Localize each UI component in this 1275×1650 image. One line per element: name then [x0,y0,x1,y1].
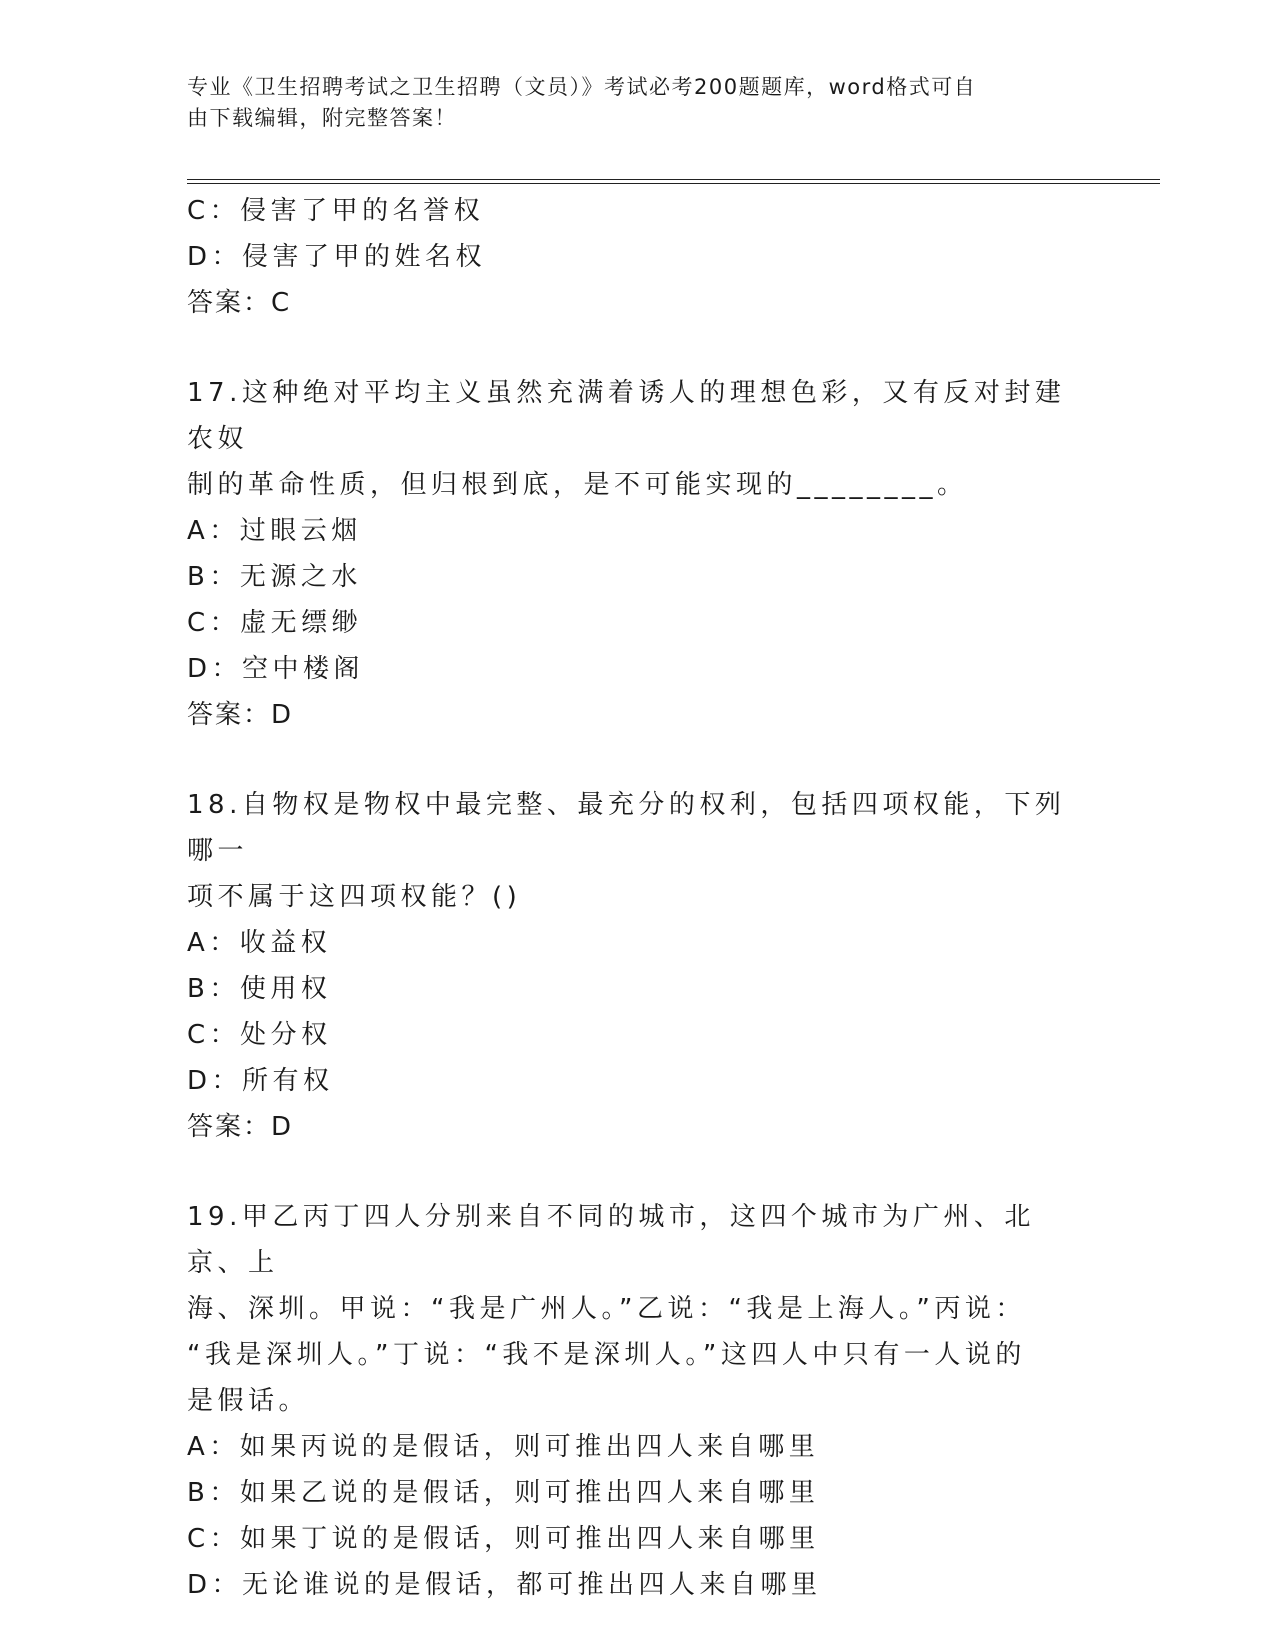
question-line: 17.这种绝对平均主义虽然充满着诱人的理想色彩，又有反对封建农奴 [187,378,1066,454]
option-d: D：无论谁说的是假话，都可推出四人来自哪里 [187,1570,822,1600]
option-c: C：侵害了甲的名誉权 [187,196,485,226]
question-line: 项不属于这四项权能？() [187,882,522,912]
option-c: C：虚无缥缈 [187,608,363,638]
option-d: D：空中楼阁 [187,654,365,684]
option-c: C：如果丁说的是假话，则可推出四人来自哪里 [187,1524,820,1554]
question-17 [187,370,1087,738]
option-b: B：无源之水 [187,562,362,592]
option-a: A：过眼云烟 [187,516,362,546]
option-a: A：收益权 [187,928,332,958]
header-divider-bottom [187,183,1160,184]
document-header [187,72,1067,134]
option-b: B：使用权 [187,974,332,1004]
option-a: A：如果丙说的是假话，则可推出四人来自哪里 [187,1432,820,1462]
question-18 [187,782,1087,1150]
header-line-2: 由下载编辑，附完整答案！ [187,106,457,130]
question-19 [187,1194,1087,1608]
answer: 答案：C [187,288,292,318]
option-b: B：如果乙说的是假话，则可推出四人来自哪里 [187,1478,820,1508]
option-d: D：所有权 [187,1066,334,1096]
question-text [187,370,1087,508]
question-line: 18.自物权是物权中最完整、最充分的权利，包括四项权能，下列哪一 [187,790,1066,866]
question-line: “我是深圳人。”丁说：“我不是深圳人。”这四人中只有一人说的 [187,1340,1026,1370]
option-d: D：侵害了甲的姓名权 [187,242,487,272]
header-divider-top [187,179,1160,180]
answer: 答案：D [187,1112,294,1142]
document-body [187,188,1087,1608]
question-text [187,782,1087,920]
option-c: C：处分权 [187,1020,332,1050]
question-line: 海、深圳。甲说：“我是广州人。”乙说：“我是上海人。”丙说： [187,1294,1026,1324]
answer: 答案：D [187,700,294,730]
question-line: 19.甲乙丙丁四人分别来自不同的城市，这四个城市为广州、北京、上 [187,1202,1035,1278]
question-text [187,1194,1087,1424]
question-line: 制的革命性质，但归根到底，是不可能实现的________。 [187,470,968,500]
question-line: 是假话。 [187,1386,310,1416]
header-line-1: 专业《卫生招聘考试之卫生招聘（文员）》考试必考200题题库，word格式可自 [187,75,977,99]
question-16-tail [187,188,1087,326]
